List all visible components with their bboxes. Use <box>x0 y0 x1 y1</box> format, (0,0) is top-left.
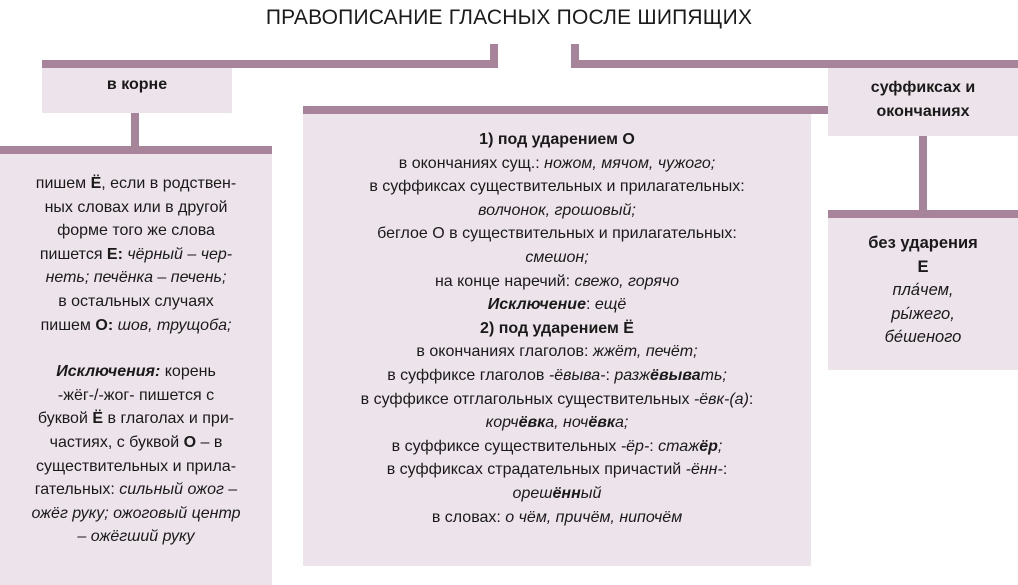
suffix-rule-line <box>303 293 811 317</box>
suffix-rule-text: разж <box>614 366 651 384</box>
root-rule-line <box>0 172 272 196</box>
root-rule-line <box>0 290 272 314</box>
root-rule-line <box>0 525 272 549</box>
suffix-rule-text: в суффиксах существительных и прилагательных: <box>369 178 745 196</box>
suffix-rule-text: ; <box>717 437 723 455</box>
root-content-box <box>0 154 272 585</box>
unstressed-rule-line <box>828 326 1018 350</box>
suffix-rule-text: ый <box>580 484 602 502</box>
suffix-rule-text: жжёт, печёт; <box>592 343 698 361</box>
root-rule-text: Ё <box>90 175 102 192</box>
suffix-rule-text: : <box>722 461 728 479</box>
unstressed-rule-line <box>828 232 1018 256</box>
suffix-rule-line <box>303 506 811 530</box>
suffix-rule-text: в суффиксе глаголов <box>387 366 549 384</box>
unstressed-rule-line <box>828 256 1018 280</box>
root-rule-line <box>0 243 272 267</box>
root-rule-text: буквой <box>37 410 93 428</box>
root-rule-text: корень <box>160 363 216 381</box>
connector-right-down-horizontal <box>828 210 1018 218</box>
root-rule-text: ожёг руку; ожоговый центр <box>31 504 241 522</box>
unstressed-box <box>828 218 1018 370</box>
suffix-rule-line <box>303 411 811 435</box>
suffix-rule-text: ёвк <box>518 414 546 432</box>
suffix-rule-text: ещё <box>594 296 627 314</box>
connector-left-horizontal <box>42 60 498 68</box>
root-rule-text: форме того же слова <box>57 222 215 240</box>
root-rule-line <box>0 219 272 243</box>
suffix-rule-text: : <box>649 437 659 455</box>
suffix-rule-text: в суффиксе отглагольных существительных <box>360 390 694 408</box>
suffix-rule-text: ёвк <box>588 414 615 432</box>
header-suffix <box>828 68 1018 136</box>
suffix-rule-line <box>303 128 811 152</box>
suffix-rule-line <box>303 246 811 270</box>
root-rule-line <box>0 502 272 526</box>
root-rule-text: , если в родствен- <box>101 175 237 192</box>
root-rule-line <box>0 266 272 290</box>
connector-root-horizontal <box>0 146 272 154</box>
suffix-rule-line <box>303 222 811 246</box>
suffix-rule-text: ножом, мячом, чужого; <box>544 154 716 172</box>
suffix-rule-line <box>303 458 811 482</box>
suffix-rule-text: Исключение <box>487 296 586 314</box>
suffix-rule-text: ть; <box>700 366 727 384</box>
suffix-rule-text: в суффиксе существительных <box>391 437 621 455</box>
root-rule-text: сильный ожог – <box>119 481 238 499</box>
suffix-rule-line <box>303 175 811 199</box>
suffix-rule-line <box>303 364 811 388</box>
root-rule-text: О <box>183 433 197 451</box>
root-rule-text: существительных и прила- <box>35 457 237 475</box>
root-rule-text: -жёг-/-жог- пишется с <box>57 386 215 404</box>
root-rule-text: гательных: <box>34 481 120 499</box>
suffix-rule-text: -ёвыва- <box>548 366 606 384</box>
root-rule-text: пишется <box>39 245 107 263</box>
suffix-rule-line <box>303 199 811 223</box>
root-rule-text: в остальных случаях <box>58 292 214 310</box>
suffix-rule-text: свежо, горячо <box>574 272 680 290</box>
unstressed-rule-text: ры́жего, <box>891 304 955 323</box>
unstressed-rule-line <box>828 279 1018 303</box>
root-rule-line <box>0 478 272 502</box>
root-rule-text: шов, трущоба; <box>117 316 232 334</box>
suffix-rule-text: стаж <box>658 437 700 455</box>
header-suffix-line-1: суффиксах и <box>870 79 976 96</box>
page-title: ПРАВОПИСАНИЕ ГЛАСНЫХ ПОСЛЕ ШИПЯЩИХ <box>265 6 753 29</box>
root-rule-line <box>0 196 272 220</box>
root-rule-text: Е: <box>106 245 123 263</box>
suffix-rule-text: 1) под ударением О <box>479 131 635 148</box>
suffix-rule-text: ённ <box>552 484 581 502</box>
connector-left-vertical <box>490 44 498 66</box>
root-rule-text: Исключения: <box>56 363 161 381</box>
suffix-rule-text: : <box>748 390 754 408</box>
unstressed-rule-line <box>828 303 1018 327</box>
root-rule-line <box>0 431 272 455</box>
header-suffix-line-2: окончаниях <box>876 103 970 120</box>
suffix-rule-text: ёр <box>699 437 718 455</box>
root-rule-text: в глаголах и при- <box>103 410 235 428</box>
suffix-rule-text: -ённ- <box>685 461 723 479</box>
suffix-rule-text: беглое О в существительных и прилагательных: <box>377 225 737 243</box>
suffix-rule-line <box>303 317 811 341</box>
header-root <box>42 68 232 113</box>
connector-right-down-vertical <box>919 136 927 214</box>
root-rule-line <box>0 455 272 479</box>
suffix-rule-line <box>303 435 811 459</box>
suffix-rule-text: ореш <box>512 484 553 502</box>
root-rule-line <box>0 314 272 338</box>
suffix-rule-text: на конце наречий: <box>434 272 575 290</box>
suffix-rule-text: -ёр- <box>620 437 650 455</box>
suffix-rule-text: а; <box>614 414 629 432</box>
suffix-rule-line <box>303 340 811 364</box>
suffix-rule-text: в суффиксах страдательных причастий <box>386 461 686 479</box>
root-rule-line <box>0 337 272 360</box>
unstressed-rule-text: Е <box>917 257 929 276</box>
suffix-rule-text: 2) под ударением Ё <box>480 319 634 337</box>
suffix-rule-text: смешон; <box>525 248 589 266</box>
root-rule-text: неть; печёнка – печень; <box>45 269 227 287</box>
suffix-rule-text: а, ноч <box>545 414 589 432</box>
root-rule-line <box>0 384 272 408</box>
root-rule-text: частиях, с буквой <box>49 433 184 451</box>
suffix-rule-line <box>303 270 811 294</box>
suffix-rule-text: корч <box>485 414 519 432</box>
suffix-rule-text: : <box>605 366 615 384</box>
suffix-rule-line <box>303 388 811 412</box>
suffix-rule-text: в словах: <box>431 508 506 526</box>
root-rule-line <box>0 360 272 384</box>
suffix-rule-line <box>303 152 811 176</box>
suffix-rule-text: -ёвк-(а) <box>693 390 749 408</box>
root-rule-text: Ё <box>92 410 104 428</box>
root-rule-text: – в <box>196 433 223 451</box>
suffix-rule-text: о чём, причём, нипочём <box>505 508 683 526</box>
suffix-rule-text: в окончаниях сущ.: <box>398 154 545 172</box>
unstressed-rule-text: бе́шеного <box>884 328 962 347</box>
root-rule-text: пишем <box>35 175 91 192</box>
suffix-content-box <box>303 114 811 566</box>
unstressed-rule-text: пла́чем, <box>892 281 954 300</box>
root-rule-text: ных словах или в другой <box>44 198 228 216</box>
suffix-rule-text: в окончаниях глаголов: <box>416 343 593 361</box>
suffix-rule-text: волчонок, грошовый; <box>478 201 636 219</box>
root-rule-text: пишем <box>40 316 96 334</box>
root-rule-line <box>0 407 272 431</box>
suffix-rule-line <box>303 482 811 506</box>
suffix-rule-text: ёвыва <box>650 366 701 384</box>
unstressed-rule-text: без ударения <box>868 234 978 252</box>
root-rule-text: чёрный – чер- <box>127 245 233 263</box>
connector-root-vertical <box>131 113 139 149</box>
suffix-rule-text: : <box>585 296 595 314</box>
header-root-label: в корне <box>106 76 168 93</box>
root-rule-text: – ожёгший руку <box>77 528 195 546</box>
root-rule-text: О: <box>95 316 114 334</box>
connector-right-horizontal <box>571 60 1018 68</box>
